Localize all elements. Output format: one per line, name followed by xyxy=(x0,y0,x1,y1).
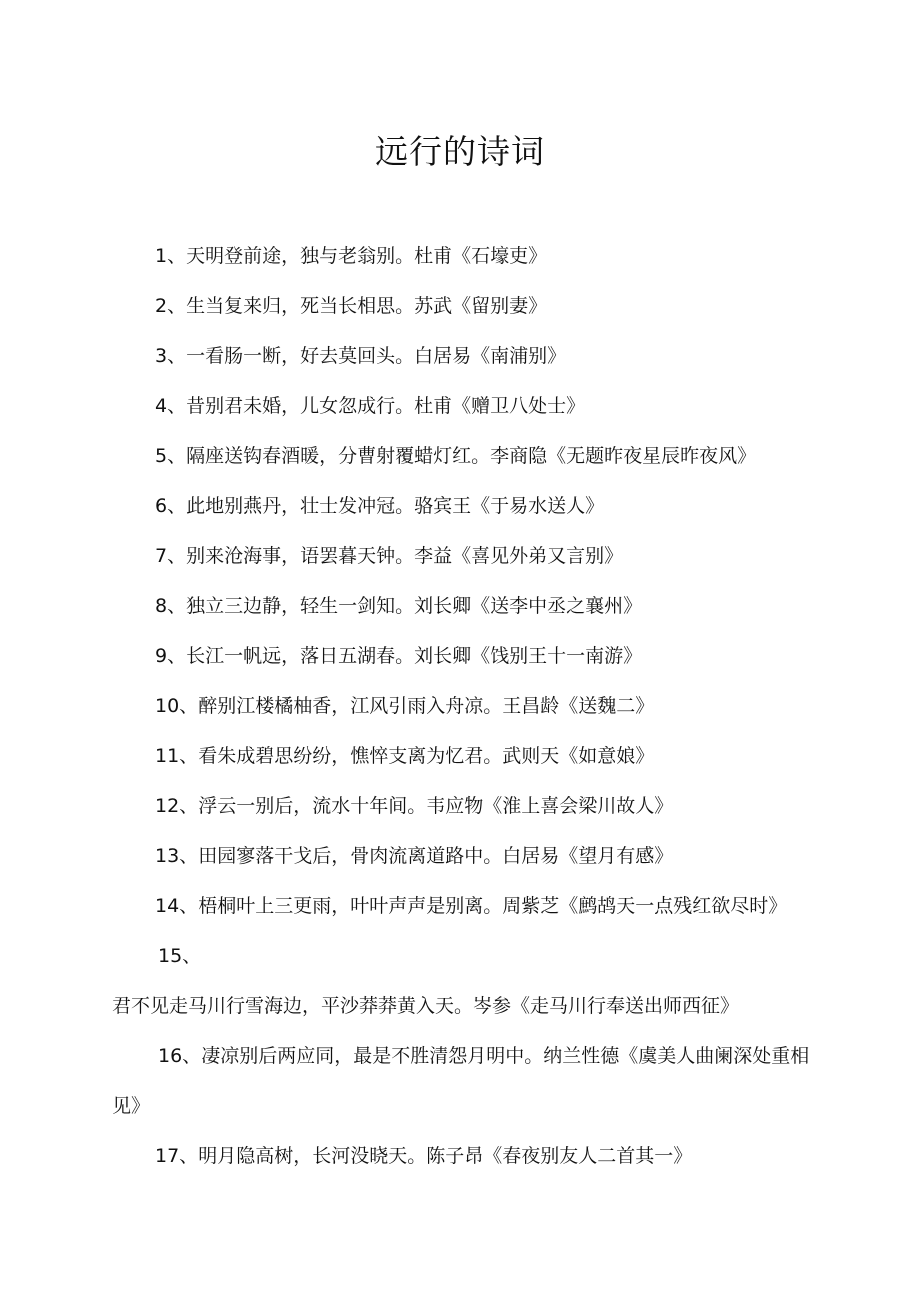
poem-number: 1、 xyxy=(155,245,187,267)
poem-line-16 xyxy=(0,1031,920,1131)
poem-text: 生当复来归，死当长相思。苏武《留别妻》 xyxy=(186,295,548,317)
poem-line-12 xyxy=(0,781,920,831)
poem-text: 长江一帆远，落日五湖春。刘长卿《饯别王十一南游》 xyxy=(186,645,643,667)
poem-list xyxy=(0,231,920,1181)
poem-line-6 xyxy=(0,481,920,531)
poem-line-14 xyxy=(0,881,920,931)
poem-number: 2、 xyxy=(155,295,187,317)
poem-text: 梧桐叶上三更雨，叶叶声声是别离。周紫芝《鹧鸪天一点残红欲尽时》 xyxy=(198,895,788,917)
poem-text: 浮云一别后，流水十年间。韦应物《淮上喜会梁川故人》 xyxy=(198,795,674,817)
poem-text: 田园寥落干戈后，骨肉流离道路中。白居易《望月有感》 xyxy=(198,845,674,867)
poem-text: 昔别君未婚，儿女忽成行。杜甫《赠卫八处士》 xyxy=(186,395,586,417)
poem-number: 12、 xyxy=(155,795,199,817)
poem-text: 明月隐高树，长河没晓天。陈子昂《春夜别友人二首其一》 xyxy=(198,1145,693,1167)
poem-number: 16、 xyxy=(158,1045,202,1067)
poem-text: 醉别江楼橘柚香，江风引雨入舟凉。王昌龄《送魏二》 xyxy=(198,695,655,717)
poem-line-15 xyxy=(0,931,920,1031)
poem-number: 13、 xyxy=(155,845,199,867)
poem-number: 4、 xyxy=(155,395,187,417)
poem-number: 9、 xyxy=(155,645,187,667)
poem-number: 14、 xyxy=(155,895,199,917)
poem-number: 11、 xyxy=(155,745,199,767)
poem-line-8 xyxy=(0,581,920,631)
poem-number: 7、 xyxy=(155,545,187,567)
poem-number: 5、 xyxy=(155,445,187,467)
poem-text: 凄凉别后两应同，最是不胜清怨月明中。纳兰性德《虞美人曲阑深处重相见》 xyxy=(112,1045,810,1117)
poem-line-3 xyxy=(0,331,920,381)
poem-number: 8、 xyxy=(155,595,187,617)
poem-text: 天明登前途，独与老翁别。杜甫《石壕吏》 xyxy=(186,245,548,267)
poem-line-1 xyxy=(0,231,920,281)
poem-number: 6、 xyxy=(155,495,187,517)
poem-number: 15、 xyxy=(158,945,202,967)
poem-text: 一看肠一断，好去莫回头。白居易《南浦别》 xyxy=(186,345,567,367)
poem-text: 隔座送钩春酒暖，分曹射覆蜡灯红。李商隐《无题昨夜星辰昨夜风》 xyxy=(186,445,757,467)
poem-line-5 xyxy=(0,431,920,481)
poem-line-2 xyxy=(0,281,920,331)
poem-number: 10、 xyxy=(155,695,199,717)
poem-number: 17、 xyxy=(155,1145,199,1167)
poem-text: 别来沧海事，语罢暮天钟。李益《喜见外弟又言别》 xyxy=(186,545,624,567)
poem-line-9 xyxy=(0,631,920,681)
poem-line-7 xyxy=(0,531,920,581)
poem-text: 独立三边静，轻生一剑知。刘长卿《送李中丞之襄州》 xyxy=(186,595,643,617)
poem-line-17 xyxy=(0,1131,920,1181)
poem-text: 此地别燕丹，壮士发冲冠。骆宾王《于易水送人》 xyxy=(186,495,605,517)
page-title: 远行的诗词 xyxy=(375,132,545,171)
poem-line-10 xyxy=(0,681,920,731)
poem-line-13 xyxy=(0,831,920,881)
poem-line-4 xyxy=(0,381,920,431)
poem-number: 3、 xyxy=(155,345,187,367)
poem-text: 看朱成碧思纷纷，憔悴支离为忆君。武则天《如意娘》 xyxy=(198,745,655,767)
poem-text: 君不见走马川行雪海边，平沙莽莽黄入天。岑参《走马川行奉送出师西征》 xyxy=(112,995,740,1017)
poem-line-11 xyxy=(0,731,920,781)
